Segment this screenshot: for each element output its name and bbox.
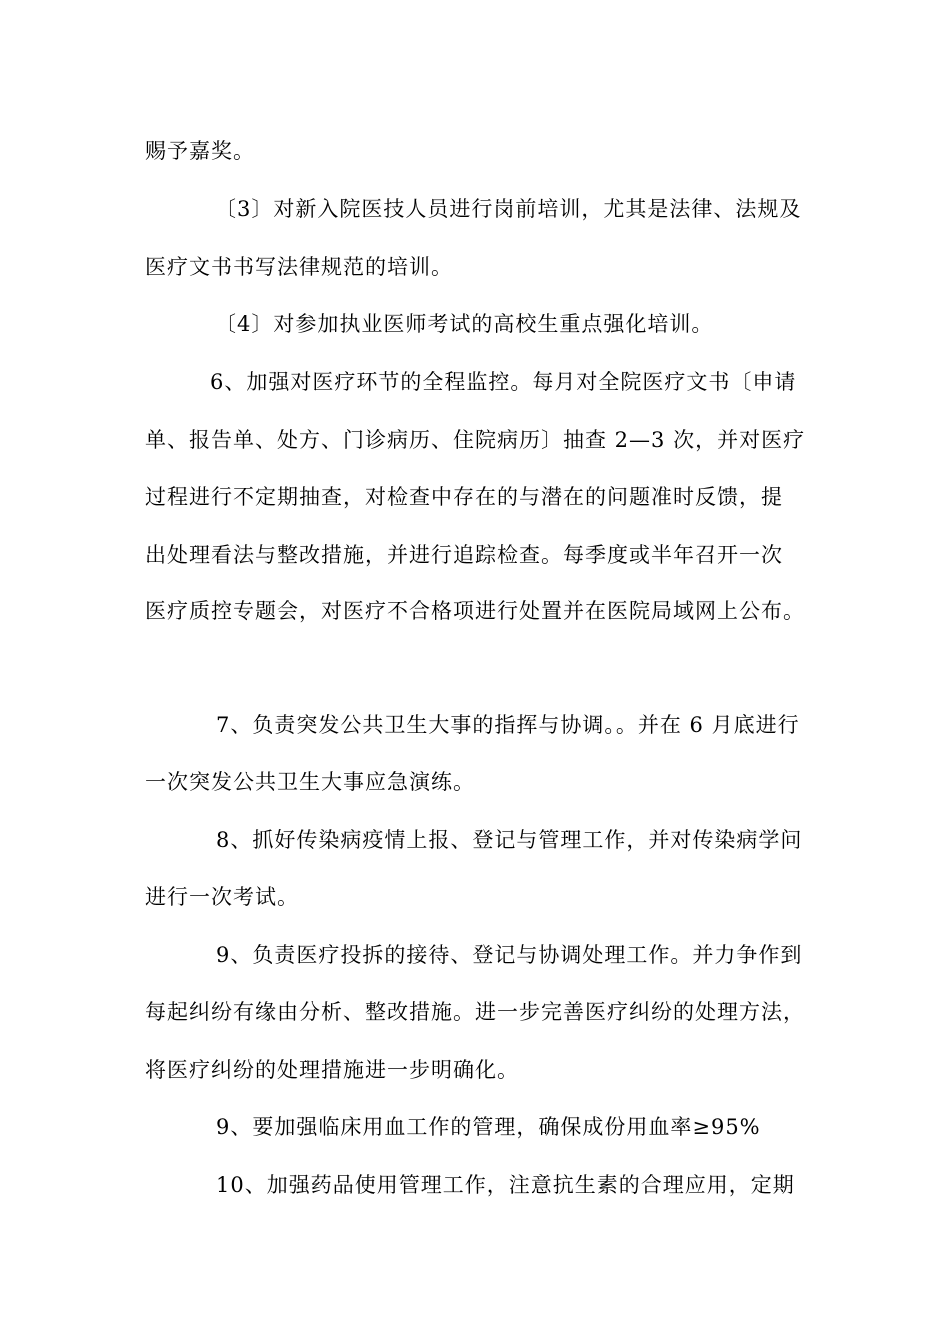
text-line: 〔4〕对参加执业医师考试的高校生重点强化培训。 [215, 312, 714, 336]
text-line: 8、抓好传染病疫情上报、登记与管理工作，并对传染病学问 [216, 828, 803, 852]
text-line: 9、负责医疗投拆的接待、登记与协调处理工作。并力争作到 [216, 943, 803, 967]
text-line: 单、报告单、处方、门诊病历、住院病历〕抽查 2—3 次，并对医疗 [145, 428, 806, 452]
text-line: 一次突发公共卫生大事应急演练。 [145, 770, 475, 794]
text-line: 〔3〕对新入院医技人员进行岗前培训，尤其是法律、法规及 [215, 197, 802, 221]
text-line: 每起纠纷有缘由分析、整改措施。进一步完善医疗纠纷的处理方法， [145, 1000, 805, 1024]
text-line: 将医疗纠纷的处理措施进一步明确化。 [145, 1058, 519, 1082]
text-line: 9、要加强临床用血工作的管理，确保成份用血率≥95% [216, 1115, 761, 1139]
text-line: 医疗文书书写法律规范的培训。 [145, 255, 453, 279]
text-line: 进行一次考试。 [145, 885, 299, 909]
text-line: 出处理看法与整改措施，并进行追踪检查。每季度或半年召开一次 [145, 543, 783, 567]
text-line: 10、加强药品使用管理工作，注意抗生素的合理应用，定期 [216, 1173, 795, 1197]
text-line: 赐予嘉奖。 [145, 139, 255, 163]
text-line: 过程进行不定期抽查，对检查中存在的与潜在的问题准时反馈，提 [145, 485, 783, 509]
text-line: 7、负责突发公共卫生大事的指挥与协调。。并在 6 月底进行 [216, 713, 800, 737]
text-line: 6、加强对医疗环节的全程监控。每月对全院医疗文书〔申请 [210, 370, 797, 394]
text-line: 医疗质控专题会，对医疗不合格项进行处置并在医院局域网上公布。 [145, 599, 805, 623]
